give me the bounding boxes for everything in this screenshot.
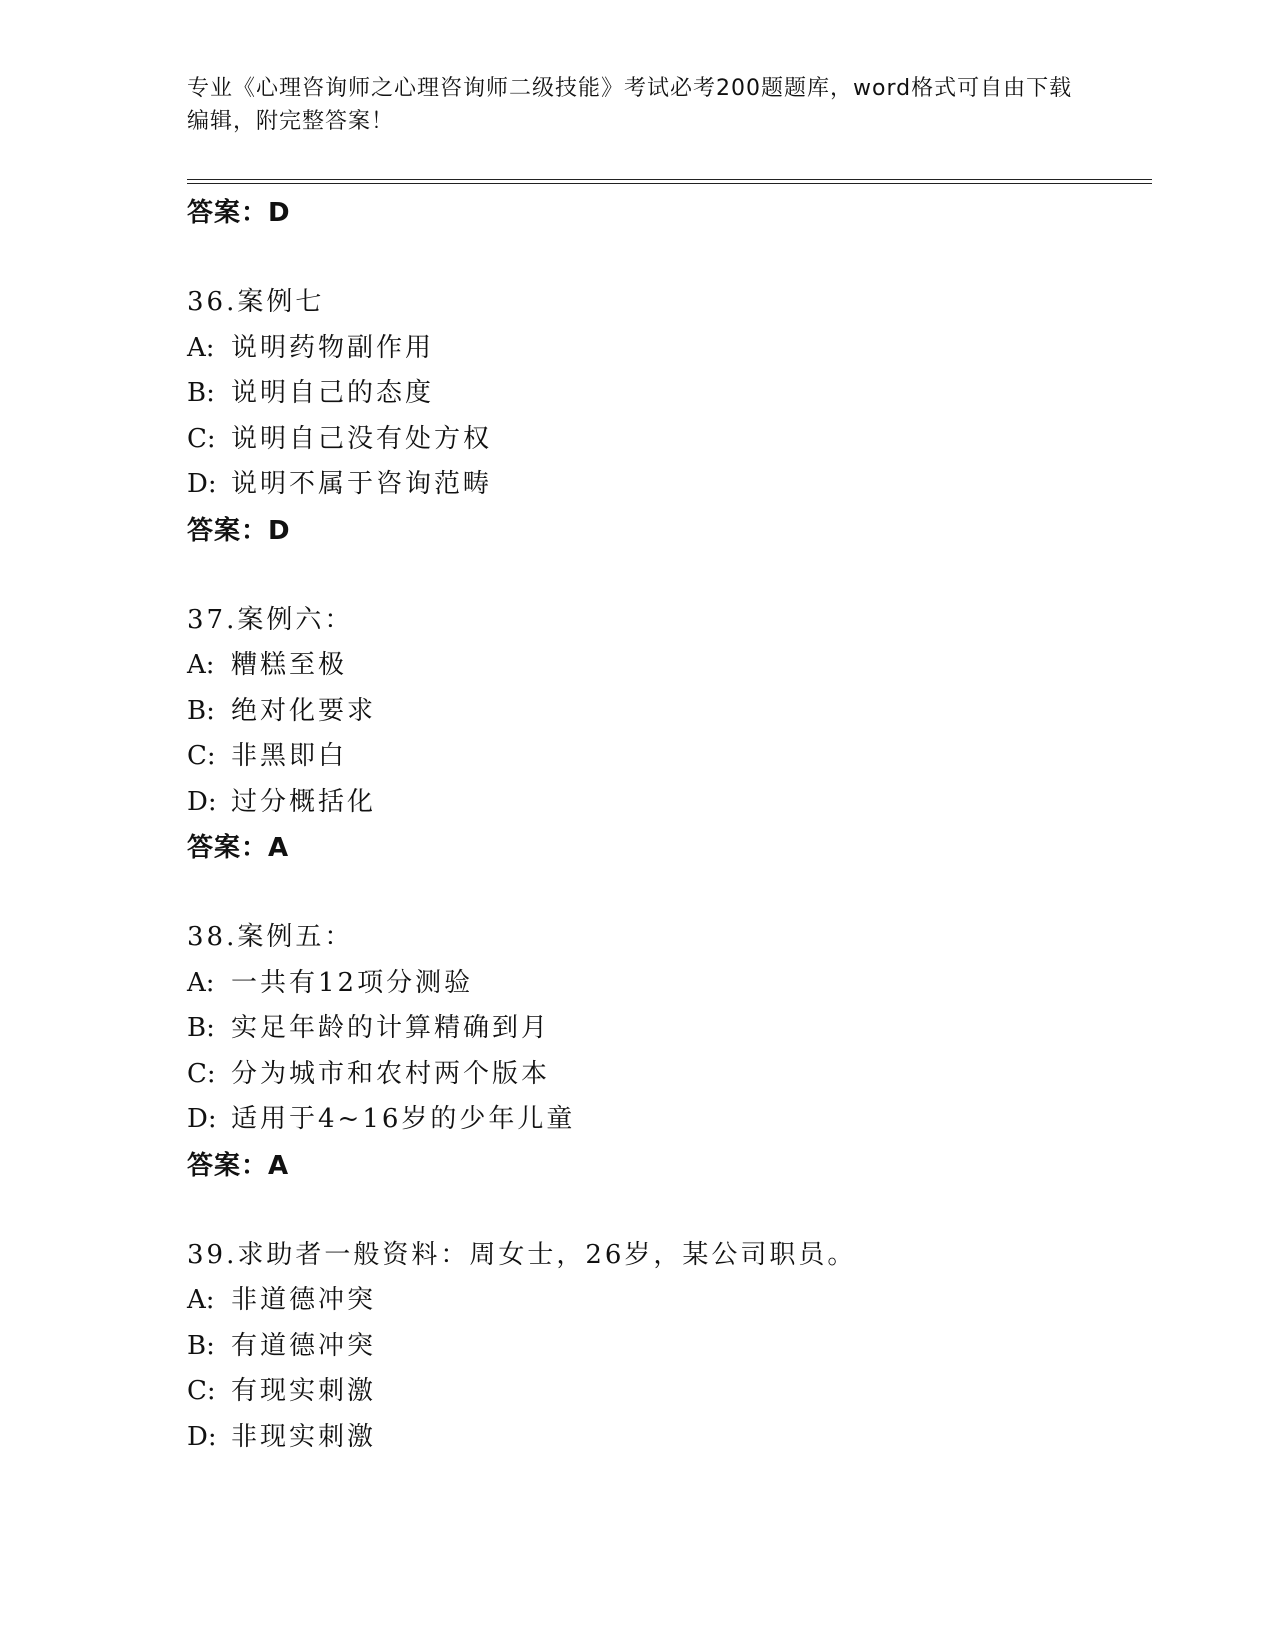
question-title: 38.案例五：: [187, 922, 354, 952]
option-b: [187, 689, 1152, 735]
answer-value: A: [268, 833, 290, 863]
option-key: B:: [187, 378, 215, 408]
answer-label: 答案：: [187, 833, 269, 863]
option-key: B:: [187, 1330, 215, 1361]
option-key: C:: [187, 1058, 216, 1089]
option-key: C:: [187, 1376, 216, 1406]
option-b: [187, 1324, 1152, 1370]
option-d: [187, 1097, 1152, 1143]
option-text: 实足年龄的计算精确到月: [231, 1013, 551, 1043]
question-list: [187, 190, 1152, 1460]
answer-value: D: [268, 515, 291, 546]
option-text: 有现实刺激: [231, 1376, 377, 1406]
option-key: A:: [187, 650, 215, 680]
option-text: 说明不属于咨询范畴: [231, 469, 493, 499]
answer-line: [187, 190, 1152, 236]
option-text: 过分概括化: [231, 786, 377, 817]
option-d: [187, 462, 1152, 508]
option-key: D:: [187, 786, 217, 817]
option-text: 糟糕至极: [231, 650, 348, 680]
answer-value: A: [268, 1150, 290, 1181]
option-text: 说明药物副作用: [231, 332, 435, 363]
answer-line: [187, 825, 1152, 871]
option-key: A:: [187, 1285, 215, 1315]
option-text: 说明自己没有处方权: [231, 423, 493, 454]
option-text: 绝对化要求: [231, 695, 377, 726]
document-header: 专业《心理咨询师之心理咨询师二级技能》考试必考200题题库，word格式可自由下载编辑，附完整答案！: [187, 76, 1073, 134]
option-a: [187, 643, 1152, 689]
option-text: 非道德冲突: [231, 1285, 377, 1315]
answer-label: 答案：: [187, 515, 269, 546]
option-text: 有道德冲突: [231, 1330, 377, 1361]
option-text: 非现实刺激: [231, 1421, 377, 1452]
answer-line: [187, 508, 1152, 554]
option-key: D:: [187, 469, 217, 499]
option-key: A:: [187, 332, 215, 363]
answer-value: D: [268, 198, 291, 228]
option-key: A:: [187, 967, 215, 998]
option-key: B:: [187, 1013, 215, 1043]
option-key: C:: [187, 423, 216, 454]
question-title: 39.求助者一般资料：周女士，26岁，某公司职员。: [187, 1239, 857, 1270]
option-text: 一共有12项分测验: [231, 967, 474, 998]
option-text: 分为城市和农村两个版本: [231, 1058, 551, 1089]
option-a: [187, 326, 1152, 372]
option-c: [187, 1052, 1152, 1098]
option-text: 说明自己的态度: [231, 378, 435, 408]
header-rule-top: [187, 179, 1152, 180]
answer-label: 答案：: [187, 1150, 269, 1181]
option-d: [187, 780, 1152, 826]
option-key: D:: [187, 1104, 217, 1134]
option-a: [187, 1278, 1152, 1324]
option-b: [187, 1006, 1152, 1052]
option-c: [187, 417, 1152, 463]
option-c: [187, 734, 1152, 780]
option-key: C:: [187, 741, 216, 771]
question-title: 37.案例六：: [187, 604, 354, 635]
option-key: B:: [187, 695, 215, 726]
option-text: 适用于4~16岁的少年儿童: [231, 1104, 576, 1134]
option-a: [187, 961, 1152, 1007]
answer-line: [187, 1143, 1152, 1189]
question-title: 36.案例七: [187, 287, 325, 317]
answer-label: 答案：: [187, 198, 269, 228]
header-rule-bottom: [187, 183, 1152, 184]
option-d: [187, 1415, 1152, 1461]
option-b: [187, 371, 1152, 417]
option-key: D:: [187, 1421, 217, 1452]
option-text: 非黑即白: [231, 741, 348, 771]
option-c: [187, 1369, 1152, 1415]
